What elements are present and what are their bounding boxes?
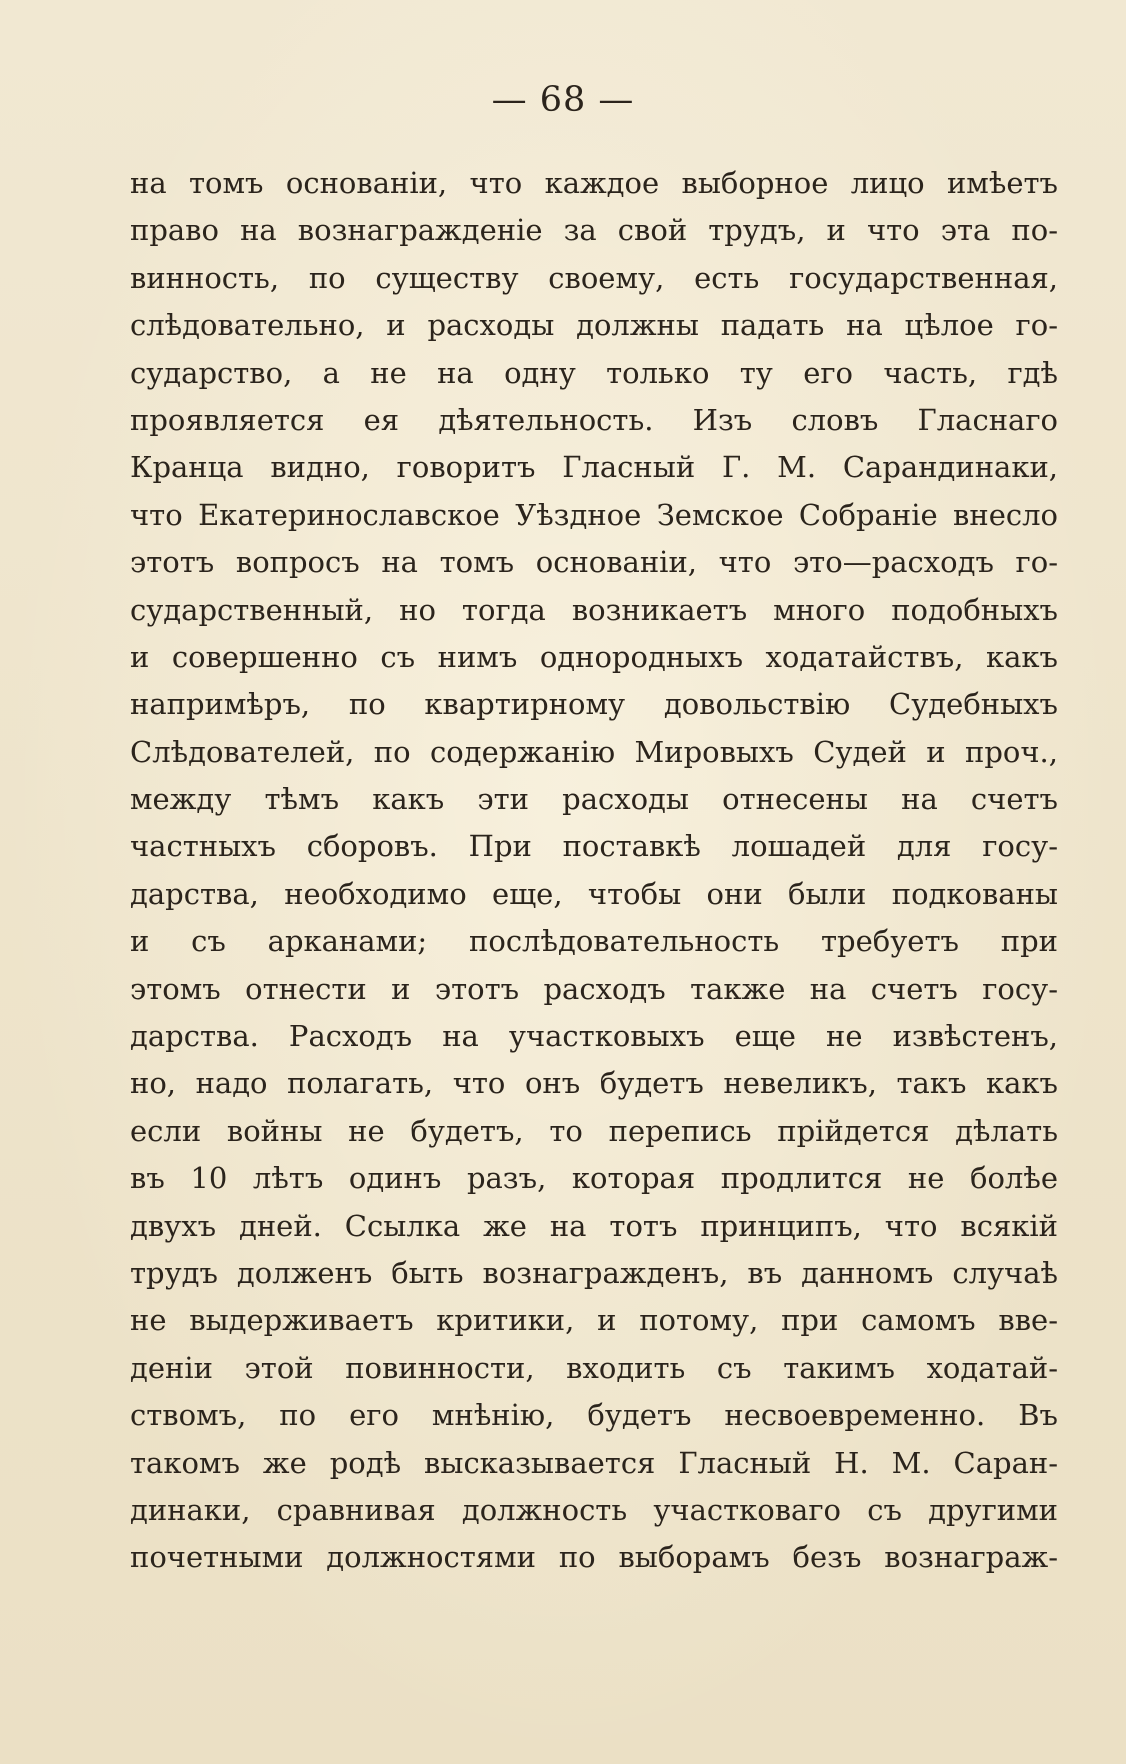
text-line: между тѣмъ какъ эти расходы отнесены на счетъ [130, 782, 1058, 817]
text-line: ствомъ, по его мнѣнію, будетъ несвоевременно. Въ [130, 1398, 1058, 1433]
text-line: право на вознагражденіе за свой трудъ, и что эта по- [130, 213, 1058, 248]
text-line: дарства, необходимо еще, чтобы они были подкованы [130, 876, 1058, 911]
text-line: Слѣдователей, по содержанію Мировыхъ Судей и проч., [130, 734, 1058, 769]
text-line: и совершенно съ нимъ однородныхъ ходатайствъ, какъ [130, 639, 1058, 674]
text-line: напримѣръ, по квартирному довольствію Судебныхъ [130, 687, 1058, 722]
text-line: и съ арканами; послѣдовательность требуетъ при [130, 924, 1058, 959]
text-line: что Екатеринославское Уѣздное Земское Собраніе внесло [130, 497, 1058, 532]
text-line: динаки, сравнивая должность участковаго съ другими [130, 1492, 1058, 1527]
text-line: проявляется ея дѣятельность. Изъ словъ Гласнаго [130, 402, 1058, 437]
text-line: такомъ же родѣ высказывается Гласный Н. М. Саран- [130, 1445, 1058, 1480]
text-line: этотъ вопросъ на томъ основаніи, что это—расходъ го- [130, 545, 1058, 580]
body-text [130, 160, 1058, 1582]
text-line: двухъ дней. Ссылка же на тотъ принципъ, что всякій [130, 1208, 1058, 1243]
text-line: въ 10 лѣтъ одинъ разъ, которая продлится не болѣе [130, 1161, 1058, 1196]
text-line: если войны не будетъ, то перепись прійдется дѣлать [130, 1113, 1058, 1148]
text-line: этомъ отнести и этотъ расходъ также на счетъ госу- [130, 971, 1058, 1006]
page-number: — 68 — [491, 80, 635, 120]
text-line: на томъ основаніи, что каждое выборное лицо имѣетъ [130, 166, 1058, 200]
text-line: деніи этой повинности, входить съ такимъ ходатай- [130, 1350, 1058, 1385]
text-line: Кранца видно, говоритъ Гласный Г. М. Сарандинаки, [130, 450, 1058, 485]
text-line: дарства. Расходъ на участковыхъ еще не извѣстенъ, [130, 1019, 1058, 1054]
text-line: частныхъ сборовъ. При поставкѣ лошадей для госу- [130, 829, 1058, 864]
text-line: не выдерживаетъ критики, и потому, при самомъ вве- [130, 1303, 1058, 1338]
text-line: почетными должностями по выборамъ безъ вознаграж- [130, 1540, 1058, 1575]
text-line: сударство, а не на одну только ту его часть, гдѣ [130, 355, 1058, 390]
text-line: трудъ долженъ быть вознагражденъ, въ данномъ случаѣ [130, 1255, 1058, 1290]
text-line: сударственный, но тогда возникаетъ много подобныхъ [130, 592, 1058, 627]
text-line: винность, по существу своему, есть государственная, [130, 260, 1058, 295]
text-line: слѣдовательно, и расходы должны падать на цѣлое го- [130, 308, 1058, 343]
text-line: но, надо полагать, что онъ будетъ невеликъ, такъ какъ [130, 1066, 1058, 1101]
